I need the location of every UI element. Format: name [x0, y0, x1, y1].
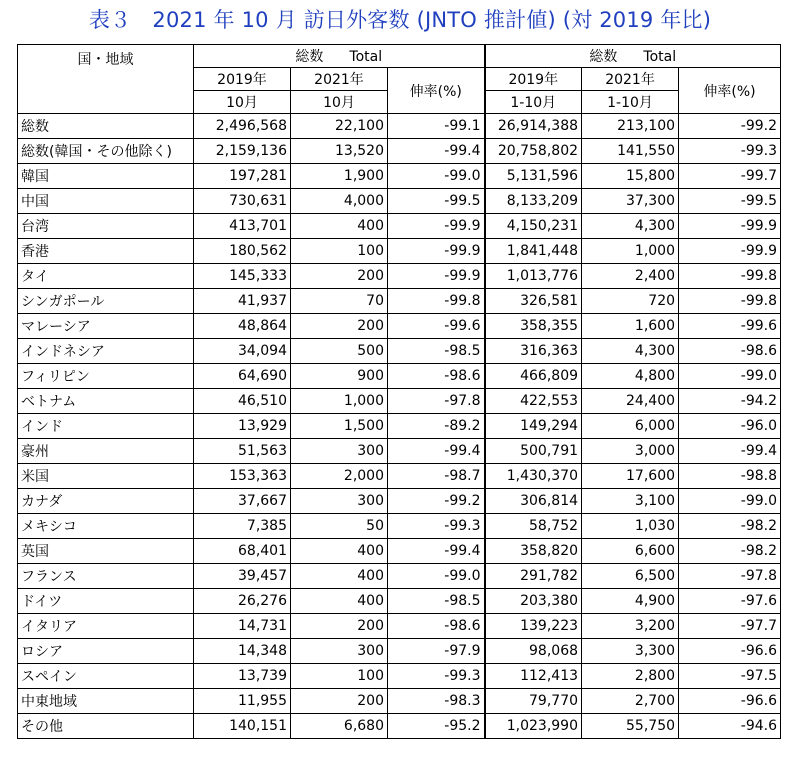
- country-name-cell: マレーシア: [18, 314, 194, 339]
- country-name-cell: イタリア: [18, 614, 194, 639]
- cumulative-2019-cell: 500,791: [485, 439, 582, 464]
- october-2019-cell: 68,401: [194, 539, 291, 564]
- cumulative-2019-cell: 316,363: [485, 339, 582, 364]
- month-header: 10月: [291, 91, 388, 114]
- cumulative-2021-cell: 55,750: [582, 714, 679, 739]
- country-name-cell: 総数: [18, 114, 194, 139]
- october-2021-cell: 300: [291, 639, 388, 664]
- cumulative-growth-cell: -94.2: [679, 389, 781, 414]
- cumulative-2019-cell: 358,355: [485, 314, 582, 339]
- october-growth-cell: -97.9: [388, 639, 485, 664]
- cumulative-2021-cell: 3,300: [582, 639, 679, 664]
- table-row: [18, 414, 781, 439]
- october-2021-cell: 300: [291, 489, 388, 514]
- october-growth-cell: -99.8: [388, 289, 485, 314]
- october-2021-cell: 300: [291, 439, 388, 464]
- table-row: [18, 539, 781, 564]
- cumulative-2021-cell: 3,000: [582, 439, 679, 464]
- group-label-jp: 総数: [295, 49, 324, 65]
- country-name-cell: シンガポール: [18, 289, 194, 314]
- table-row: [18, 389, 781, 414]
- october-2019-cell: 7,385: [194, 514, 291, 539]
- cumulative-2019-cell: 58,752: [485, 514, 582, 539]
- cumulative-2019-cell: 1,841,448: [485, 239, 582, 264]
- october-growth-cell: -98.5: [388, 589, 485, 614]
- cumulative-2021-cell: 4,900: [582, 589, 679, 614]
- year-2021-header: 2021年: [582, 68, 679, 91]
- cumulative-growth-cell: -99.8: [679, 264, 781, 289]
- cumulative-2021-cell: 4,800: [582, 364, 679, 389]
- october-2021-cell: 100: [291, 239, 388, 264]
- cumulative-2019-cell: 149,294: [485, 414, 582, 439]
- period-header: 1-10月: [485, 91, 582, 114]
- cumulative-2019-cell: 139,223: [485, 614, 582, 639]
- cumulative-2021-cell: 37,300: [582, 189, 679, 214]
- october-growth-cell: -99.6: [388, 314, 485, 339]
- cumulative-growth-cell: -99.4: [679, 439, 781, 464]
- october-total-group-header: [194, 45, 485, 68]
- october-2019-cell: 13,739: [194, 664, 291, 689]
- cumulative-2021-cell: 4,300: [582, 339, 679, 364]
- october-2019-cell: 51,563: [194, 439, 291, 464]
- october-2019-cell: 13,929: [194, 414, 291, 439]
- october-2021-cell: 200: [291, 689, 388, 714]
- cumulative-2021-cell: 720: [582, 289, 679, 314]
- october-2021-cell: 200: [291, 614, 388, 639]
- cumulative-2021-cell: 1,600: [582, 314, 679, 339]
- october-2021-cell: 200: [291, 264, 388, 289]
- table-row: [18, 664, 781, 689]
- cumulative-2019-cell: 98,068: [485, 639, 582, 664]
- country-name-cell: ドイツ: [18, 589, 194, 614]
- october-2019-cell: 2,496,568: [194, 114, 291, 139]
- cumulative-growth-cell: -96.6: [679, 639, 781, 664]
- october-growth-cell: -98.3: [388, 689, 485, 714]
- table-row: [18, 189, 781, 214]
- october-growth-cell: -99.9: [388, 214, 485, 239]
- country-name-cell: 中東地域: [18, 689, 194, 714]
- october-growth-cell: -99.4: [388, 139, 485, 164]
- cumulative-2019-cell: 79,770: [485, 689, 582, 714]
- october-2019-cell: 413,701: [194, 214, 291, 239]
- cumulative-growth-cell: -98.2: [679, 514, 781, 539]
- october-2019-cell: 39,457: [194, 564, 291, 589]
- country-name-cell: 台湾: [18, 214, 194, 239]
- october-growth-cell: -99.0: [388, 164, 485, 189]
- cumulative-growth-cell: -97.8: [679, 564, 781, 589]
- table-row: [18, 214, 781, 239]
- october-growth-cell: -97.8: [388, 389, 485, 414]
- table-row: [18, 589, 781, 614]
- country-name-cell: 英国: [18, 539, 194, 564]
- country-name-cell: インド: [18, 414, 194, 439]
- country-name-cell: カナダ: [18, 489, 194, 514]
- october-2021-cell: 4,000: [291, 189, 388, 214]
- october-growth-cell: -98.6: [388, 614, 485, 639]
- october-2019-cell: 14,348: [194, 639, 291, 664]
- october-2021-cell: 400: [291, 214, 388, 239]
- october-2021-cell: 500: [291, 339, 388, 364]
- october-growth-cell: -99.3: [388, 664, 485, 689]
- october-growth-cell: -89.2: [388, 414, 485, 439]
- group-label-jp: 総数: [589, 49, 618, 65]
- october-growth-cell: -99.4: [388, 439, 485, 464]
- october-2021-cell: 900: [291, 364, 388, 389]
- cumulative-growth-cell: -99.2: [679, 114, 781, 139]
- cumulative-2019-cell: 1,023,990: [485, 714, 582, 739]
- cumulative-2021-cell: 15,800: [582, 164, 679, 189]
- table-row: [18, 114, 781, 139]
- october-2021-cell: 6,680: [291, 714, 388, 739]
- table-row: [18, 614, 781, 639]
- october-2021-cell: 1,500: [291, 414, 388, 439]
- year-2021-header: 2021年: [291, 68, 388, 91]
- table-row: [18, 264, 781, 289]
- group-label-en: Total: [349, 49, 383, 65]
- country-name-cell: インドネシア: [18, 339, 194, 364]
- country-name-cell: 豪州: [18, 439, 194, 464]
- cumulative-2019-cell: 291,782: [485, 564, 582, 589]
- october-2019-cell: 11,955: [194, 689, 291, 714]
- october-growth-cell: -99.5: [388, 189, 485, 214]
- cumulative-2021-cell: 6,000: [582, 414, 679, 439]
- cumulative-growth-cell: -98.6: [679, 339, 781, 364]
- october-growth-cell: -99.4: [388, 539, 485, 564]
- cumulative-2019-cell: 112,413: [485, 664, 582, 689]
- october-2019-cell: 48,864: [194, 314, 291, 339]
- table-body: [18, 114, 781, 739]
- cumulative-2019-cell: 1,013,776: [485, 264, 582, 289]
- table-row: [18, 139, 781, 164]
- cumulative-growth-cell: -99.3: [679, 139, 781, 164]
- october-2019-cell: 64,690: [194, 364, 291, 389]
- cumulative-2019-cell: 1,430,370: [485, 464, 582, 489]
- cumulative-2019-cell: 203,380: [485, 589, 582, 614]
- table-row: [18, 639, 781, 664]
- october-growth-cell: -99.9: [388, 239, 485, 264]
- table-row: [18, 289, 781, 314]
- october-2019-cell: 41,937: [194, 289, 291, 314]
- table-header: [18, 45, 781, 114]
- october-2021-cell: 400: [291, 589, 388, 614]
- cumulative-2021-cell: 17,600: [582, 464, 679, 489]
- october-2019-cell: 46,510: [194, 389, 291, 414]
- cumulative-growth-cell: -96.0: [679, 414, 781, 439]
- cumulative-2021-cell: 4,300: [582, 214, 679, 239]
- country-name-cell: 中国: [18, 189, 194, 214]
- table-row: [18, 514, 781, 539]
- table-row: [18, 314, 781, 339]
- cumulative-2021-cell: 1,030: [582, 514, 679, 539]
- october-2019-cell: 2,159,136: [194, 139, 291, 164]
- page-title: 表３ 2021 年 10 月 訪日外客数 (JNTO 推計値) (対 2019 年比): [88, 8, 712, 32]
- october-2019-cell: 37,667: [194, 489, 291, 514]
- cumulative-growth-cell: -98.8: [679, 464, 781, 489]
- october-2019-cell: 14,731: [194, 614, 291, 639]
- october-2021-cell: 13,520: [291, 139, 388, 164]
- october-2019-cell: 26,276: [194, 589, 291, 614]
- october-2019-cell: 145,333: [194, 264, 291, 289]
- october-growth-cell: -98.6: [388, 364, 485, 389]
- country-name-cell: スペイン: [18, 664, 194, 689]
- visitor-stats-table: [17, 44, 781, 739]
- cumulative-2021-cell: 3,200: [582, 614, 679, 639]
- country-name-cell: フィリピン: [18, 364, 194, 389]
- october-growth-cell: -99.1: [388, 114, 485, 139]
- table-row: [18, 439, 781, 464]
- october-growth-cell: -99.0: [388, 564, 485, 589]
- cumulative-2021-cell: 3,100: [582, 489, 679, 514]
- cumulative-2019-cell: 466,809: [485, 364, 582, 389]
- october-2021-cell: 400: [291, 539, 388, 564]
- october-2021-cell: 200: [291, 314, 388, 339]
- cumulative-growth-cell: -97.7: [679, 614, 781, 639]
- table-row: [18, 239, 781, 264]
- cumulative-growth-cell: -99.7: [679, 164, 781, 189]
- october-2021-cell: 400: [291, 564, 388, 589]
- country-name-cell: メキシコ: [18, 514, 194, 539]
- cumulative-growth-cell: -97.6: [679, 589, 781, 614]
- cumulative-2019-cell: 5,131,596: [485, 164, 582, 189]
- period-header: 1-10月: [582, 91, 679, 114]
- october-2019-cell: 34,094: [194, 339, 291, 364]
- cumulative-2021-cell: 2,800: [582, 664, 679, 689]
- cumulative-growth-cell: -99.9: [679, 239, 781, 264]
- october-2021-cell: 1,900: [291, 164, 388, 189]
- cumulative-2021-cell: 6,600: [582, 539, 679, 564]
- table-row: [18, 164, 781, 189]
- cumulative-growth-cell: -99.0: [679, 489, 781, 514]
- table-row: [18, 464, 781, 489]
- october-2021-cell: 22,100: [291, 114, 388, 139]
- country-name-cell: その他: [18, 714, 194, 739]
- october-2021-cell: 50: [291, 514, 388, 539]
- cumulative-growth-cell: -97.5: [679, 664, 781, 689]
- october-2021-cell: 70: [291, 289, 388, 314]
- table-row: [18, 364, 781, 389]
- cumulative-2019-cell: 358,820: [485, 539, 582, 564]
- october-2019-cell: 180,562: [194, 239, 291, 264]
- month-header: 10月: [194, 91, 291, 114]
- october-2019-cell: 730,631: [194, 189, 291, 214]
- country-name-cell: 香港: [18, 239, 194, 264]
- table-row: [18, 489, 781, 514]
- year-2019-header: 2019年: [485, 68, 582, 91]
- cumulative-growth-cell: -96.6: [679, 689, 781, 714]
- october-2019-cell: 140,151: [194, 714, 291, 739]
- table-row: [18, 339, 781, 364]
- cumulative-growth-cell: -98.2: [679, 539, 781, 564]
- october-growth-cell: -95.2: [388, 714, 485, 739]
- cumulative-growth-cell: -99.8: [679, 289, 781, 314]
- cumulative-2021-cell: 2,400: [582, 264, 679, 289]
- cumulative-growth-cell: -99.5: [679, 189, 781, 214]
- cumulative-growth-rate-header: 伸率(%): [679, 68, 781, 114]
- october-2021-cell: 100: [291, 664, 388, 689]
- cumulative-growth-cell: -99.9: [679, 214, 781, 239]
- year-2019-header: 2019年: [194, 68, 291, 91]
- cumulative-2019-cell: 422,553: [485, 389, 582, 414]
- country-name-cell: 米国: [18, 464, 194, 489]
- october-2021-cell: 2,000: [291, 464, 388, 489]
- country-column-header: 国・地域: [18, 45, 194, 114]
- october-growth-cell: -99.9: [388, 264, 485, 289]
- cumulative-2019-cell: 20,758,802: [485, 139, 582, 164]
- october-growth-cell: -98.5: [388, 339, 485, 364]
- country-name-cell: 総数(韓国・その他除く): [18, 139, 194, 164]
- cumulative-2019-cell: 8,133,209: [485, 189, 582, 214]
- country-name-cell: ベトナム: [18, 389, 194, 414]
- cumulative-2021-cell: 2,700: [582, 689, 679, 714]
- cumulative-2019-cell: 326,581: [485, 289, 582, 314]
- table-row: [18, 564, 781, 589]
- october-growth-cell: -99.3: [388, 514, 485, 539]
- october-growth-cell: -99.2: [388, 489, 485, 514]
- country-name-cell: 韓国: [18, 164, 194, 189]
- table-row: [18, 714, 781, 739]
- cumulative-2021-cell: 141,550: [582, 139, 679, 164]
- cumulative-2021-cell: 6,500: [582, 564, 679, 589]
- cumulative-2019-cell: 4,150,231: [485, 214, 582, 239]
- country-name-cell: フランス: [18, 564, 194, 589]
- cumulative-2019-cell: 306,814: [485, 489, 582, 514]
- october-2019-cell: 153,363: [194, 464, 291, 489]
- october-growth-cell: -98.7: [388, 464, 485, 489]
- growth-rate-header: 伸率(%): [388, 68, 485, 114]
- cumulative-total-group-header: [485, 45, 781, 68]
- cumulative-growth-cell: -94.6: [679, 714, 781, 739]
- october-2019-cell: 197,281: [194, 164, 291, 189]
- table-row: [18, 689, 781, 714]
- cumulative-growth-cell: -99.0: [679, 364, 781, 389]
- cumulative-2021-cell: 1,000: [582, 239, 679, 264]
- october-2021-cell: 1,000: [291, 389, 388, 414]
- cumulative-2021-cell: 213,100: [582, 114, 679, 139]
- cumulative-2019-cell: 26,914,388: [485, 114, 582, 139]
- country-name-cell: ロシア: [18, 639, 194, 664]
- group-label-en: Total: [643, 49, 677, 65]
- cumulative-growth-cell: -99.6: [679, 314, 781, 339]
- cumulative-2021-cell: 24,400: [582, 389, 679, 414]
- country-name-cell: タイ: [18, 264, 194, 289]
